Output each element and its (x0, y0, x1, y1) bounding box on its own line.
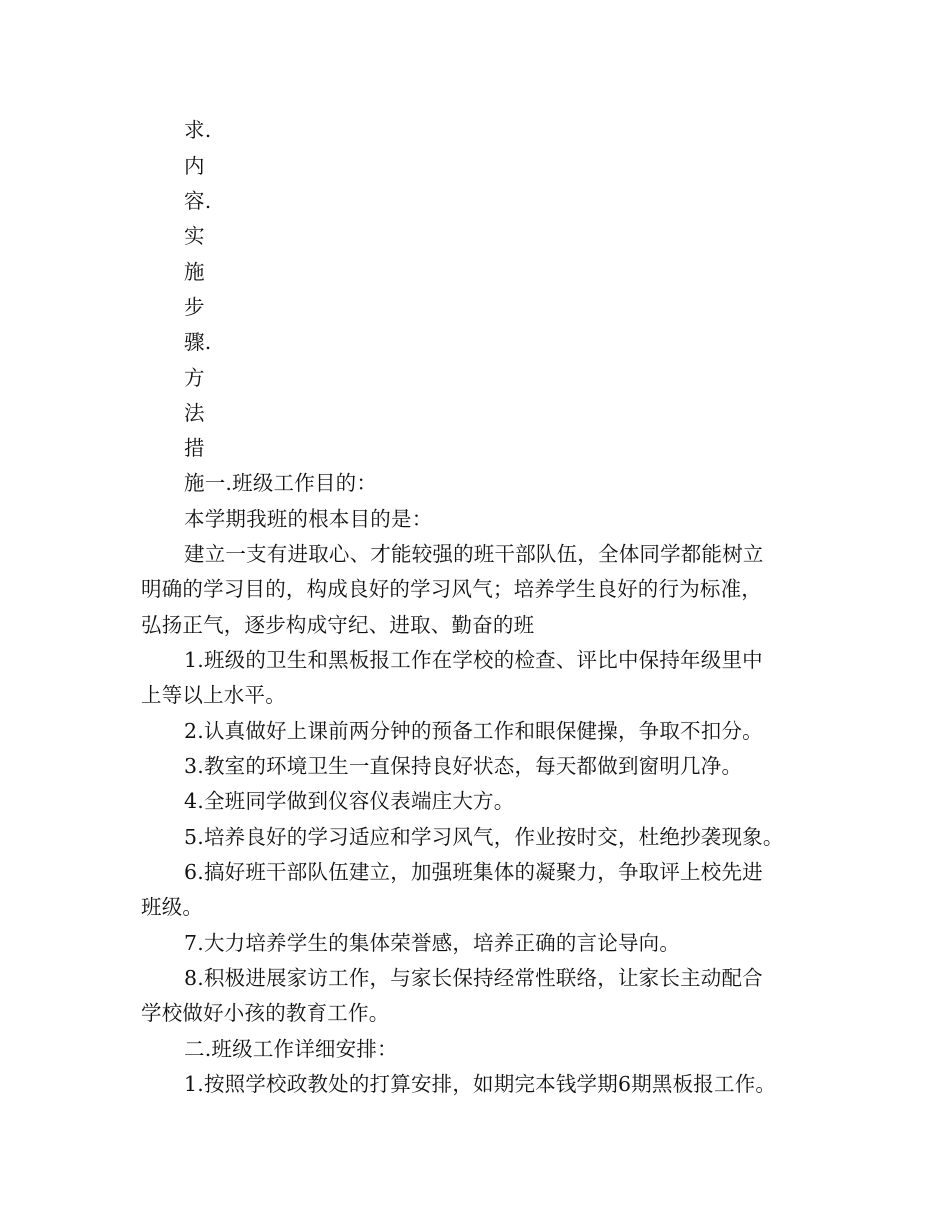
vertical-char: 步 (184, 295, 205, 319)
list-item: 4.全班同学做到仪容仪表端庄大方。 (184, 789, 515, 813)
paragraph-line: 建立一支有进取心、才能较强的班干部队伍，全体同学都能树立 (184, 542, 764, 566)
vertical-char: 施 (184, 260, 205, 284)
vertical-char: 措 (184, 436, 205, 460)
section-heading: 施一.班级工作目的： (184, 471, 378, 495)
section-heading: 二.班级工作详细安排： (184, 1037, 398, 1061)
paragraph-line: 弘扬正气，逐步构成守纪、进取、勤奋的班 (141, 613, 535, 637)
list-item: 7.大力培养学生的集体荣誉感，培养正确的言论导向。 (184, 931, 681, 955)
list-item: 8.积极进展家访工作，与家长保持经常性联络，让家长主动配合 (184, 966, 763, 990)
vertical-char: 骤. (184, 330, 212, 354)
list-item: 1.班级的卫生和黑板报工作在学校的检查、评比中保持年级里中 (184, 648, 763, 672)
vertical-char: 容. (184, 189, 212, 213)
list-item: 5.培养良好的学习适应和学习风气，作业按时交，杜绝抄袭现象。 (184, 825, 784, 849)
vertical-char: 求. (184, 118, 212, 142)
vertical-char: 实 (184, 224, 205, 248)
vertical-char: 法 (184, 401, 205, 425)
list-item: 2.认真做好上课前两分钟的预备工作和眼保健操，争取不扣分。 (184, 719, 763, 743)
paragraph-line: 明确的学习目的，构成良好的学习风气；培养学生良好的行为标准， (141, 577, 762, 601)
list-item-continued: 班级。 (141, 895, 204, 919)
intro-text: 本学期我班的根本目的是： (184, 507, 433, 531)
list-item-continued: 学校做好小孩的教育工作。 (141, 1001, 390, 1025)
vertical-char: 内 (184, 154, 205, 178)
list-item: 1.按照学校政教处的打算安排，如期完本钱学期6期黑板报工作。 (184, 1072, 777, 1096)
vertical-char: 方 (184, 366, 205, 390)
list-item-continued: 上等以上水平。 (141, 683, 286, 707)
list-item: 3.教室的环境卫生一直保持良好状态，每天都做到窗明几净。 (184, 754, 743, 778)
list-item: 6.搞好班干部队伍建立，加强班集体的凝聚力，争取评上校先进 (184, 860, 763, 884)
